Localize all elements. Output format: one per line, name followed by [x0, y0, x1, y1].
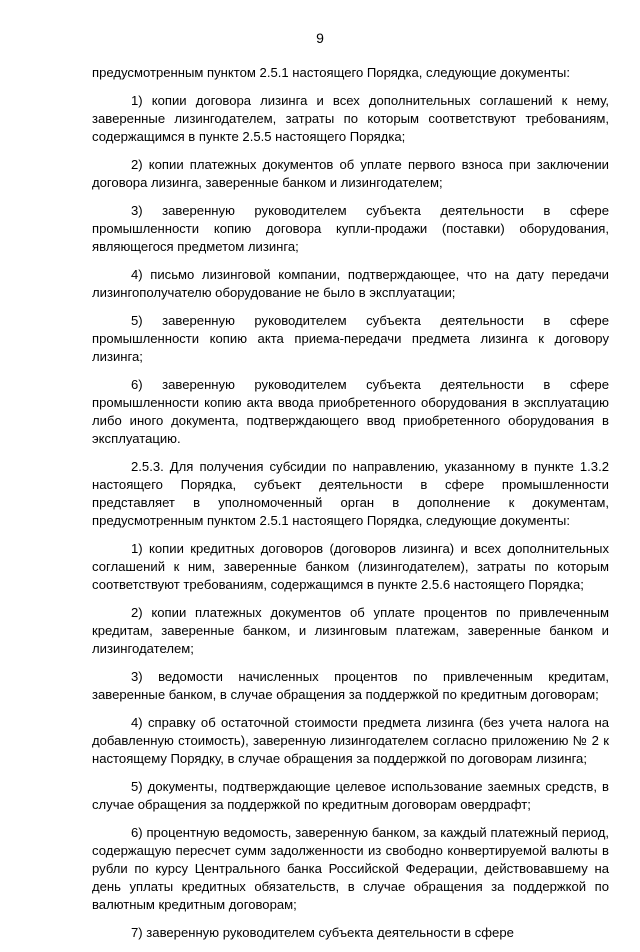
list-item-leasing-1: 1) копии договора лизинга и всех дополнительных соглашений к нему, заверенные лизингодателем, затраты по которым соответствуют требованиям, содержащимся в пункте 2.5.5 настоящего Порядка; — [92, 93, 609, 144]
list-item-credit-3: 3) ведомости начисленных процентов по привлеченным кредитам, заверенные банком, в случае обращения за поддержкой по кредитным договорам; — [92, 669, 609, 702]
list-item-credit-7: 7) заверенную руководителем субъекта деятельности в сфере — [131, 925, 514, 940]
list-item-credit-2: 2) копии платежных документов об уплате процентов по привлеченным кредитам, заверенные банком, и лизинговым платежам, заверенные банком и лизингодателем; — [92, 605, 609, 656]
list-item-leasing-2: 2) копии платежных документов об уплате первого взноса при заключении договора лизинга, заверенные банком и лизингодателем; — [92, 157, 609, 190]
list-item-leasing-5: 5) заверенную руководителем субъекта деятельности в сфере промышленности копию акта приема-передачи предмета лизинга к договору лизинга; — [92, 313, 609, 364]
document-body — [92, 64, 609, 952]
list-item-leasing-4: 4) письмо лизинговой компании, подтверждающее, что на дату передачи лизингополучателю оборудование не было в эксплуатации; — [92, 267, 609, 300]
clause-2-5-3: 2.5.3. Для получения субсидии по направлению, указанному в пункте 1.3.2 настоящего Порядка, субъект деятельности в сфере промышленности представляет в уполномоченный орган в дополнение к документам, предусмотренным пунктом 2.5.1 настоящего Порядка, следующие документы: — [92, 459, 609, 528]
paragraph-continuation: предусмотренным пунктом 2.5.1 настоящего Порядка, следующие документы: — [92, 65, 570, 80]
list-item-leasing-3: 3) заверенную руководителем субъекта деятельности в сфере промышленности копию договора купли-продажи (поставки) оборудования, являющегося предметом лизинга; — [92, 203, 609, 254]
list-item-credit-6: 6) процентную ведомость, заверенную банком, за каждый платежный период, содержащую пересчет сумм задолженности из свободно конвертируемой валюты в рубли по курсу Центрального банка Российской Федерации, действовавшему на день уплаты кредитных обязательств, в случае обращения за поддержкой по валютным кредитным договорам; — [92, 825, 609, 912]
page-number: 9 — [316, 30, 324, 46]
list-item-leasing-6: 6) заверенную руководителем субъекта деятельности в сфере промышленности копию акта ввода приобретенного оборудования в эксплуатацию либо иного документа, подтверждающего ввод приобретенного оборудования в эксплуатацию. — [92, 377, 609, 446]
list-item-credit-5: 5) документы, подтверждающие целевое использование заемных средств, в случае обращения за поддержкой по кредитным договорам овердрафт; — [92, 779, 609, 812]
list-item-credit-1: 1) копии кредитных договоров (договоров лизинга) и всех дополнительных соглашений к ним, заверенные банком (лизингодателем), затраты по которым соответствуют требованиям, содержащимся в пункте 2.5.6 настоящего Порядка; — [92, 541, 609, 592]
list-item-credit-4: 4) справку об остаточной стоимости предмета лизинга (без учета налога на добавленную стоимость), заверенную лизингодателем согласно приложению № 2 к настоящему Порядку, в случае обращения за поддержкой по договорам лизинга; — [92, 715, 609, 766]
